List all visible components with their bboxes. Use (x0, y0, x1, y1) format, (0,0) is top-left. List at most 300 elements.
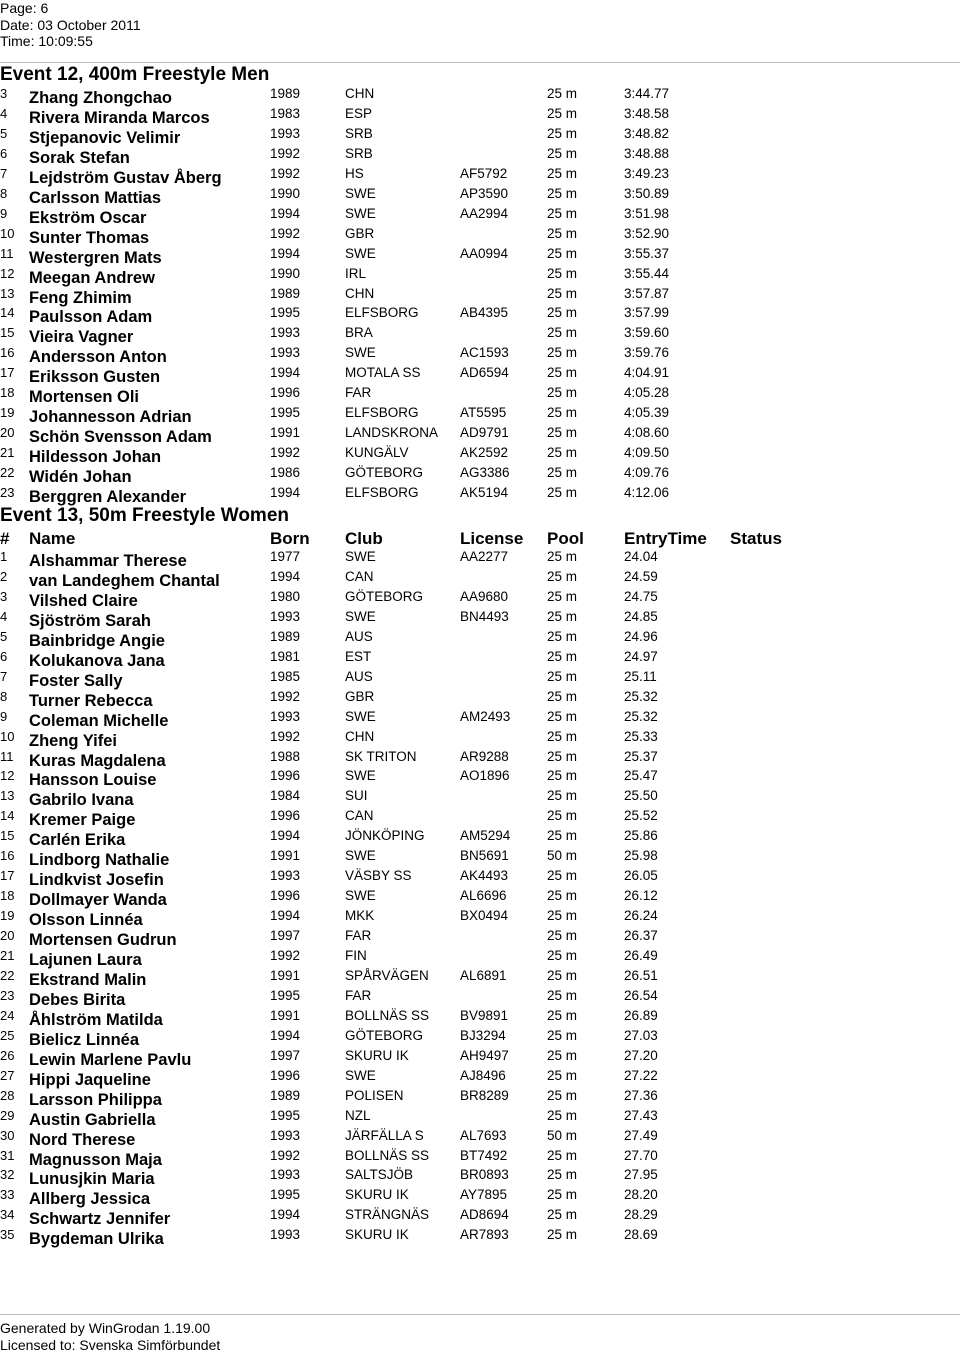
cell-club: SKURU IK (345, 1227, 409, 1243)
cell-club: ELFSBORG (345, 485, 419, 500)
table-row (0, 968, 960, 988)
cell-pool: 25 m (547, 648, 578, 664)
cell-time: 4:05.28 (624, 385, 670, 401)
table-row (0, 266, 960, 286)
table-row (0, 186, 960, 206)
table-row (0, 405, 960, 425)
cell-num: 18 (0, 888, 15, 904)
cell-club: SK TRITON (345, 748, 417, 764)
cell-name: Mortensen Gudrun (29, 931, 177, 950)
cell-name: Johannesson Adrian (29, 408, 192, 427)
cell-born: 1996 (270, 888, 301, 904)
cell-pool: 25 m (547, 1147, 578, 1163)
cell-num: 26 (0, 1047, 15, 1063)
cell-pool: 50 m (547, 848, 578, 864)
cell-born: 1995 (270, 1107, 301, 1123)
cell-num: 12 (0, 768, 15, 784)
cell-born: 1993 (270, 868, 301, 884)
cell-license: AP3590 (460, 185, 509, 201)
cell-time: 27.22 (624, 1067, 658, 1083)
cell-time: 28.29 (624, 1207, 658, 1223)
cell-pool: 25 m (547, 1067, 578, 1083)
table-row (0, 868, 960, 888)
cell-name: Lejdström Gustav Åberg (29, 168, 222, 187)
cell-time: 27.43 (624, 1107, 658, 1123)
table-row (0, 1207, 960, 1227)
cell-pool: 25 m (547, 1047, 578, 1063)
table-row (0, 1148, 960, 1168)
cell-time: 25.52 (624, 808, 658, 824)
cell-name: Mortensen Oli (29, 388, 140, 407)
cell-pool: 25 m (547, 125, 578, 141)
event-title: Event 12, 400m Freestyle Men (0, 64, 270, 85)
cell-name: Lindborg Nathalie (29, 851, 170, 870)
cell-license: BN4493 (460, 608, 509, 624)
column-header-license: License (460, 529, 524, 548)
cell-time: 25.11 (624, 668, 657, 684)
cell-num: 31 (0, 1147, 15, 1163)
cell-born: 1996 (270, 808, 301, 824)
cell-num: 11 (0, 245, 14, 261)
cell-num: 6 (0, 145, 8, 161)
cell-license: AD9791 (460, 425, 509, 441)
cell-born: 1994 (270, 205, 301, 221)
cell-num: 13 (0, 788, 15, 804)
cell-license: AM5294 (460, 828, 511, 844)
cell-born: 1992 (270, 145, 301, 161)
cell-born: 1996 (270, 385, 301, 401)
table-row (0, 485, 960, 505)
cell-num: 3 (0, 86, 8, 101)
table-row (0, 1108, 960, 1128)
cell-club: GÖTEBORG (345, 465, 424, 481)
cell-license: BT7492 (460, 1147, 508, 1163)
cell-license: AT5595 (460, 405, 507, 421)
cell-num: 11 (0, 748, 14, 764)
cell-club: ELFSBORG (345, 305, 419, 321)
cell-num: 17 (0, 868, 15, 884)
cell-name: Allberg Jessica (29, 1190, 151, 1209)
cell-num: 2 (0, 568, 8, 584)
cell-pool: 25 m (547, 86, 578, 101)
column-header-name: Name (29, 529, 76, 548)
cell-born: 1991 (270, 1007, 301, 1023)
cell-pool: 25 m (547, 425, 578, 441)
cell-club: BOLLNÄS SS (345, 1007, 430, 1023)
cell-time: 26.51 (624, 967, 658, 983)
cell-name: Ekström Oscar (29, 208, 147, 227)
cell-name: Schön Svensson Adam (29, 428, 212, 447)
cell-pool: 25 m (547, 105, 578, 121)
cell-license: AR7893 (460, 1227, 509, 1243)
cell-born: 1994 (270, 1207, 301, 1223)
table-row (0, 1187, 960, 1207)
cell-born: 1992 (270, 225, 301, 241)
cell-pool: 25 m (547, 948, 578, 963)
cell-pool: 25 m (547, 888, 578, 904)
header-divider (0, 62, 960, 63)
table-row (0, 689, 960, 709)
cell-num: 4 (0, 105, 8, 121)
cell-time: 27.36 (624, 1087, 658, 1103)
cell-club: VÄSBY SS (345, 868, 412, 884)
cell-pool: 25 m (547, 285, 578, 301)
cell-name: Lunusjkin Maria (29, 1170, 155, 1189)
cell-num: 15 (0, 828, 15, 844)
cell-name: Debes Birita (29, 990, 126, 1009)
cell-pool: 25 m (547, 788, 578, 804)
cell-club: SWE (345, 1067, 376, 1083)
cell-num: 23 (0, 485, 15, 500)
cell-pool: 25 m (547, 568, 578, 584)
table-row (0, 589, 960, 609)
cell-license: AO1896 (460, 768, 510, 784)
cell-num: 19 (0, 908, 15, 924)
cell-club: SKURU IK (345, 1187, 409, 1203)
cell-num: 8 (0, 688, 8, 704)
cell-born: 1996 (270, 768, 301, 784)
column-header-time: EntryTime (624, 529, 707, 548)
cell-club: ELFSBORG (345, 405, 419, 421)
cell-time: 26.49 (624, 948, 658, 963)
cell-name: Lajunen Laura (29, 951, 142, 969)
cell-born: 1981 (270, 648, 301, 664)
cell-name: Åhlström Matilda (29, 1010, 163, 1029)
table-row (0, 106, 960, 126)
cell-pool: 25 m (547, 868, 578, 884)
cell-num: 16 (0, 345, 15, 361)
cell-name: Meegan Andrew (29, 268, 155, 287)
cell-born: 1994 (270, 568, 301, 584)
cell-time: 4:05.39 (624, 405, 670, 421)
cell-num: 30 (0, 1127, 15, 1143)
table-row (0, 888, 960, 908)
column-header-status: Status (730, 529, 782, 548)
cell-num: 35 (0, 1227, 15, 1243)
cell-pool: 25 m (547, 185, 578, 201)
cell-time: 25.37 (624, 748, 658, 764)
cell-name: Andersson Anton (29, 348, 167, 367)
table-row (0, 325, 960, 345)
cell-license: AK4493 (460, 868, 509, 884)
cell-time: 3:57.87 (624, 285, 670, 301)
cell-num: 23 (0, 987, 15, 1003)
cell-club: GBR (345, 688, 375, 704)
cell-license: BV9891 (460, 1007, 509, 1023)
cell-name: Foster Sally (29, 671, 123, 690)
cell-pool: 25 m (547, 688, 578, 704)
cell-name: Carlsson Mattias (29, 188, 162, 207)
cell-born: 1984 (270, 788, 301, 804)
cell-num: 12 (0, 265, 15, 281)
cell-born: 1994 (270, 908, 301, 924)
cell-name: Austin Gabriella (29, 1110, 156, 1129)
cell-club: JÖNKÖPING (345, 828, 425, 844)
cell-time: 3:48.58 (624, 105, 670, 121)
cell-club: CHN (345, 728, 375, 744)
cell-pool: 25 m (547, 1107, 578, 1123)
cell-name: Turner Rebecca (29, 691, 153, 710)
cell-club: NZL (345, 1107, 371, 1123)
cell-time: 24.59 (624, 568, 658, 584)
cell-born: 1995 (270, 405, 301, 421)
cell-time: 3:59.76 (624, 345, 670, 361)
cell-name: Sorak Stefan (29, 148, 130, 167)
cell-born: 1993 (270, 325, 301, 341)
table-row (0, 166, 960, 186)
cell-pool: 25 m (547, 465, 578, 481)
table-row (0, 749, 960, 769)
cell-pool: 25 m (547, 549, 578, 564)
cell-club: SWE (345, 848, 376, 864)
cell-born: 1993 (270, 1167, 301, 1183)
cell-time: 3:55.37 (624, 245, 670, 261)
cell-time: 4:09.76 (624, 465, 670, 481)
cell-born: 1995 (270, 1187, 301, 1203)
column-header-pool: Pool (547, 529, 584, 548)
cell-born: 1992 (270, 688, 301, 704)
cell-born: 1986 (270, 465, 301, 481)
cell-license: BJ3294 (460, 1027, 506, 1043)
cell-name: Magnusson Maja (29, 1150, 162, 1169)
cell-club: SALTSJÖB (345, 1167, 414, 1183)
cell-time: 26.05 (624, 868, 658, 884)
table-row (0, 305, 960, 325)
cell-pool: 25 m (547, 205, 578, 221)
cell-pool: 50 m (547, 1127, 578, 1143)
cell-license: AA9680 (460, 588, 509, 604)
cell-name: Kremer Paige (29, 811, 136, 830)
cell-pool: 25 m (547, 928, 578, 944)
cell-time: 3:48.88 (624, 145, 670, 161)
cell-born: 1994 (270, 485, 301, 500)
cell-num: 21 (0, 445, 15, 461)
table-row (0, 206, 960, 226)
cell-name: Paulsson Adam (29, 308, 153, 327)
cell-name: Olsson Linnéa (29, 911, 143, 930)
cell-pool: 25 m (547, 748, 578, 764)
cell-num: 14 (0, 305, 15, 321)
cell-pool: 25 m (547, 345, 578, 361)
cell-name: Bielicz Linnéa (29, 1030, 140, 1049)
cell-time: 25.32 (624, 708, 658, 724)
cell-time: 24.85 (624, 608, 658, 624)
cell-club: CAN (345, 568, 374, 584)
table-row (0, 788, 960, 808)
cell-time: 25.86 (624, 828, 658, 844)
cell-name: Sunter Thomas (29, 228, 150, 247)
table-row (0, 848, 960, 868)
cell-born: 1997 (270, 928, 301, 944)
table-row (0, 1068, 960, 1088)
cell-club: BRA (345, 325, 373, 341)
cell-name: Westergren Mats (29, 248, 162, 267)
page-number: Page: 6 (0, 0, 49, 16)
cell-pool: 25 m (547, 245, 578, 261)
column-header-row (0, 529, 960, 551)
cell-time: 26.54 (624, 987, 658, 1003)
cell-club: GÖTEBORG (345, 1027, 424, 1043)
cell-pool: 25 m (547, 728, 578, 744)
cell-pool: 25 m (547, 768, 578, 784)
cell-time: 25.50 (624, 788, 658, 804)
cell-num: 27 (0, 1067, 15, 1083)
cell-license: BN5691 (460, 848, 509, 864)
cell-num: 10 (0, 728, 15, 744)
cell-born: 1994 (270, 245, 301, 261)
cell-num: 20 (0, 425, 15, 441)
cell-pool: 25 m (547, 628, 578, 644)
table-row (0, 385, 960, 405)
cell-club: SPÅRVÄGEN (345, 967, 429, 983)
cell-club: SWE (345, 549, 376, 564)
cell-time: 27.03 (624, 1027, 658, 1043)
cell-club: SWE (345, 345, 376, 361)
cell-born: 1989 (270, 628, 301, 644)
cell-pool: 25 m (547, 1087, 578, 1103)
cell-num: 17 (0, 365, 15, 381)
cell-club: BOLLNÄS SS (345, 1147, 430, 1163)
cell-license: AA2277 (460, 549, 509, 564)
cell-born: 1990 (270, 185, 301, 201)
cell-club: AUS (345, 668, 373, 684)
cell-club: SRB (345, 145, 373, 161)
cell-time: 4:09.50 (624, 445, 670, 461)
cell-name: Vilshed Claire (29, 591, 138, 610)
cell-born: 1996 (270, 1067, 301, 1083)
cell-num: 19 (0, 405, 15, 421)
cell-license: AB4395 (460, 305, 509, 321)
cell-pool: 25 m (547, 485, 578, 500)
cell-time: 4:04.91 (624, 365, 670, 381)
cell-name: Feng Zhimim (29, 288, 132, 307)
cell-club: CAN (345, 808, 374, 824)
cell-name: Schwartz Jennifer (29, 1210, 171, 1229)
cell-club: EST (345, 648, 372, 664)
cell-born: 1995 (270, 305, 301, 321)
cell-num: 7 (0, 668, 8, 684)
cell-num: 4 (0, 608, 8, 624)
cell-club: IRL (345, 265, 367, 281)
cell-pool: 25 m (547, 588, 578, 604)
cell-born: 1991 (270, 425, 301, 441)
cell-license: AC1593 (460, 345, 509, 361)
cell-license: AL6696 (460, 888, 507, 904)
cell-license: AY7895 (460, 1187, 508, 1203)
cell-time: 3:51.98 (624, 205, 670, 221)
cell-born: 1993 (270, 1227, 301, 1243)
cell-club: AUS (345, 628, 373, 644)
cell-born: 1993 (270, 608, 301, 624)
cell-club: SWE (345, 768, 376, 784)
cell-num: 7 (0, 165, 8, 181)
table-row (0, 569, 960, 589)
cell-pool: 25 m (547, 808, 578, 824)
cell-born: 1980 (270, 588, 301, 604)
cell-num: 5 (0, 125, 8, 141)
cell-license: AL7693 (460, 1127, 507, 1143)
cell-name: Eriksson Gusten (29, 368, 161, 387)
table-row (0, 988, 960, 1008)
cell-pool: 25 m (547, 1227, 578, 1243)
cell-num: 21 (0, 948, 15, 963)
cell-club: HS (345, 165, 364, 181)
cell-license: AA2994 (460, 205, 509, 221)
cell-born: 1989 (270, 285, 301, 301)
table-row (0, 649, 960, 669)
cell-name: Vieira Vagner (29, 328, 134, 347)
cell-pool: 25 m (547, 708, 578, 724)
cell-born: 1994 (270, 828, 301, 844)
cell-name: Stjepanovic Velimir (29, 128, 181, 147)
cell-time: 24.04 (624, 549, 658, 564)
cell-num: 6 (0, 648, 8, 664)
table-row (0, 709, 960, 729)
cell-name: Berggren Alexander (29, 488, 187, 506)
table-row (0, 365, 960, 385)
cell-pool: 25 m (547, 445, 578, 461)
table-row (0, 246, 960, 266)
cell-time: 25.33 (624, 728, 658, 744)
cell-name: Lewin Marlene Pavlu (29, 1050, 192, 1069)
generated-by: Generated by WinGrodan 1.19.00 (0, 1320, 211, 1336)
cell-pool: 25 m (547, 828, 578, 844)
cell-license: AF5792 (460, 165, 508, 181)
cell-name: Hippi Jaqueline (29, 1070, 151, 1089)
cell-time: 3:57.99 (624, 305, 670, 321)
cell-license: AD6594 (460, 365, 509, 381)
cell-license: AD8694 (460, 1207, 509, 1223)
cell-time: 25.47 (624, 768, 658, 784)
table-row (0, 828, 960, 848)
cell-born: 1977 (270, 549, 301, 564)
cell-club: SRB (345, 125, 373, 141)
column-header-born: Born (270, 529, 310, 548)
cell-club: KUNGÄLV (345, 445, 409, 461)
cell-time: 25.32 (624, 688, 658, 704)
cell-pool: 25 m (547, 265, 578, 281)
table-row (0, 286, 960, 306)
cell-time: 28.69 (624, 1227, 658, 1243)
cell-name: Zheng Yifei (29, 731, 118, 750)
cell-club: SWE (345, 708, 376, 724)
cell-club: GBR (345, 225, 375, 241)
cell-num: 28 (0, 1087, 15, 1103)
cell-name: van Landeghem Chantal (29, 571, 220, 590)
cell-time: 26.12 (624, 888, 658, 904)
cell-club: STRÄNGNÄS (345, 1207, 430, 1223)
cell-name: Gabrilo Ivana (29, 791, 134, 810)
table-row (0, 445, 960, 465)
cell-pool: 25 m (547, 668, 578, 684)
cell-name: Bygdeman Ulrika (29, 1230, 164, 1249)
cell-name: Sjöström Sarah (29, 611, 151, 630)
table-row (0, 226, 960, 246)
cell-born: 1992 (270, 948, 301, 963)
cell-pool: 25 m (547, 385, 578, 401)
cell-num: 3 (0, 588, 8, 604)
table-row (0, 1227, 960, 1247)
cell-pool: 25 m (547, 165, 578, 181)
table-row (0, 609, 960, 629)
cell-license: AJ8496 (460, 1067, 506, 1083)
cell-club: FAR (345, 928, 372, 944)
cell-born: 1988 (270, 748, 301, 764)
cell-time: 28.20 (624, 1187, 658, 1203)
footer-divider (0, 1314, 960, 1315)
cell-time: 27.49 (624, 1127, 658, 1143)
cell-time: 3:48.82 (624, 125, 670, 141)
